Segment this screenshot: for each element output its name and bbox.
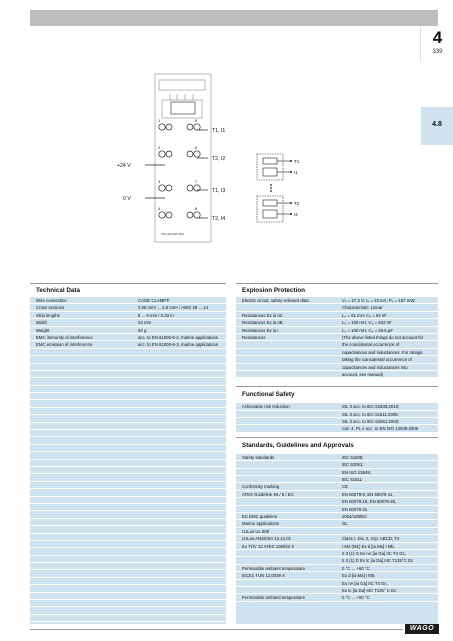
row-key <box>242 349 342 355</box>
table-row <box>236 528 438 535</box>
table-row <box>236 461 438 468</box>
row-key: Safety standards <box>242 454 275 460</box>
table-row <box>236 550 438 557</box>
row-key: Conformity marking <box>242 484 280 490</box>
empty-row <box>30 378 226 385</box>
terminal-5: 5 <box>195 118 198 123</box>
row-key <box>242 469 342 475</box>
label-0v: 0 V <box>123 196 131 202</box>
standards-table <box>236 454 438 602</box>
row-value: II 3 (1) G Ex nA [ia Ga] IIC T4 Gc, <box>342 550 406 556</box>
row-key: IECEx TUN 12.0039 X <box>242 573 285 579</box>
row-value: Class I, Div. 2, Grp. ABCD, T4 <box>342 536 400 542</box>
row-value: CE <box>342 484 348 490</box>
terminal-6: 6 <box>195 145 198 150</box>
table-row <box>236 371 438 378</box>
section-tab[interactable] <box>421 107 453 145</box>
table-row <box>30 297 226 304</box>
row-key: Cross sections <box>36 305 65 311</box>
row-value: II 3 (1) D Ex tc [ia Da] IIIC T135°C Dc <box>342 558 414 564</box>
label-t1-i3: T1, I3 <box>212 188 226 194</box>
table-row <box>30 327 226 334</box>
table-row <box>236 454 438 461</box>
empty-row <box>30 541 226 548</box>
row-value: L₀ = 100 mH; C₀ = 532 nF <box>342 320 392 326</box>
empty-row <box>30 437 226 444</box>
page-number: 339 <box>432 49 443 55</box>
terminal-1: 1 <box>158 118 161 123</box>
empty-row <box>30 482 226 489</box>
row-key: Resistances Ex ia IIB <box>242 320 283 326</box>
table-row <box>30 304 226 311</box>
row-value: capacitances and inductances into <box>342 364 408 370</box>
row-value: acc. to EN 61000-6-3, marine applications <box>138 342 219 348</box>
empty-row <box>30 356 226 363</box>
row-value: IEC 61511 <box>342 477 362 483</box>
empty-row <box>30 445 226 452</box>
row-key: Ex TÜV 12 ATEX 106032 X <box>242 543 295 549</box>
row-value: L₀ = 61 mH; C₀ = 64 nF <box>342 312 387 318</box>
empty-row <box>30 423 226 430</box>
row-key <box>242 580 342 586</box>
row-key: cULus ANSI/ISA 12.12.01 <box>242 536 291 542</box>
row-key <box>242 550 342 556</box>
terminal-4: 4 <box>158 206 161 211</box>
explosion-table <box>236 297 438 378</box>
row-key: Weight <box>36 327 50 333</box>
row-value: (The above listed things do not account for <box>342 334 424 340</box>
row-key: Permissible ambient temperature <box>242 595 306 601</box>
row-key <box>242 506 342 512</box>
wago-logo: WAGO <box>405 624 439 634</box>
row-value: taking the coincidental occurrence of <box>342 357 412 363</box>
table-row <box>236 483 438 490</box>
row-value: EN 60079-31 <box>342 506 368 512</box>
row-key <box>242 304 342 310</box>
row-value: EN 60079-15, EN 60079-26, <box>342 499 397 505</box>
table-row <box>236 506 438 513</box>
table-row <box>236 498 438 505</box>
row-key: Resistances Ex ia IIC <box>242 312 283 318</box>
empty-row <box>30 364 226 371</box>
row-value: 24 mm <box>138 320 152 326</box>
technical-data-title: Technical Data <box>30 283 226 297</box>
row-value: 92 g <box>138 327 147 333</box>
row-value: acc. to EN 61000-6-2, marine applications <box>138 334 219 340</box>
empty-row <box>30 408 226 415</box>
table-row <box>236 304 438 311</box>
explosion-protection-title: Explosion Protection <box>236 283 438 297</box>
label-t1-i1: T1, I1 <box>212 128 226 134</box>
row-value: I M2 (M1) Ex d [ia Ma] I Mb, <box>342 543 396 549</box>
table-row <box>236 327 438 334</box>
row-value: GL <box>342 521 348 527</box>
empty-row <box>30 452 226 459</box>
row-key <box>242 418 342 424</box>
row-key <box>242 587 342 593</box>
table-row <box>236 403 438 410</box>
footer-rule <box>30 629 403 630</box>
block-diagram <box>255 150 315 230</box>
table-row <box>30 341 226 348</box>
empty-row <box>30 534 226 541</box>
section-tab-label: 4.8 <box>432 121 442 128</box>
empty-row <box>30 497 226 504</box>
table-row <box>30 334 226 341</box>
empty-row <box>30 519 226 526</box>
row-key <box>242 425 342 431</box>
row-value: the coincidental occurrence of <box>342 342 400 348</box>
table-row <box>236 319 438 326</box>
row-value: 0 °C ... +60 °C <box>342 565 370 571</box>
row-value: IEC 62061; <box>342 462 364 468</box>
table-row <box>236 418 438 425</box>
empty-row <box>30 400 226 407</box>
empty-row <box>30 371 226 378</box>
row-key: EC EMC guideline <box>242 513 278 519</box>
label-t2-i4: T2, I4 <box>212 216 226 222</box>
row-key: EMC emission of interference <box>36 342 93 348</box>
block-label-t2: T2 <box>294 201 300 206</box>
empty-row <box>30 570 226 577</box>
chapter-number: 4 <box>432 28 443 47</box>
empty-row <box>30 460 226 467</box>
row-value: Ex tc [ia Da] IIIC T135° C Dc <box>342 587 397 593</box>
empty-row <box>30 467 226 474</box>
row-key: Electric circuit, safety-relevant data <box>242 298 309 303</box>
table-row <box>236 557 438 564</box>
empty-row <box>30 607 226 614</box>
empty-row <box>30 430 226 437</box>
empty-row <box>30 548 226 555</box>
table-row <box>236 297 438 304</box>
table-row <box>236 594 438 601</box>
table-row <box>236 572 438 579</box>
table-row <box>236 565 438 572</box>
table-row <box>236 513 438 520</box>
label-t2-i2: T2, I2 <box>212 156 226 162</box>
terminal-2: 2 <box>158 145 161 150</box>
table-row <box>236 356 438 363</box>
table-row <box>236 349 438 356</box>
row-key: Resistances Ex ia I <box>242 327 279 333</box>
table-row <box>236 341 438 348</box>
block-label-i4: I4 <box>294 212 298 217</box>
row-key <box>242 461 342 467</box>
row-key <box>242 476 342 482</box>
table-row <box>236 543 438 550</box>
row-value: 2004/108/EC <box>342 513 368 519</box>
row-key: Achievable risk reduction <box>242 404 290 410</box>
terminal-8: 8 <box>195 206 198 211</box>
empty-row <box>30 504 226 511</box>
row-value: CAGE CLAMP® <box>138 298 170 303</box>
table-row <box>236 334 438 341</box>
empty-row <box>30 593 226 600</box>
technical-data-table <box>30 297 226 622</box>
row-value: 0.08 mm² ... 2.5 mm² / AWG 28 ... 14 <box>138 305 209 311</box>
row-key: cULus UL 508 <box>242 528 270 534</box>
standards-title: Standards, Guidelines and Approvals <box>236 437 438 454</box>
row-value: 8 ... 9 mm / 0.33 in <box>138 312 174 318</box>
table-row <box>30 312 226 319</box>
row-value: account, see manual) <box>342 371 384 377</box>
row-value: L₀ = 100 mH; C₀ = 29.5 µF <box>342 327 393 333</box>
row-key <box>242 341 342 347</box>
terminal-7: 7 <box>195 179 198 184</box>
empty-row <box>30 474 226 481</box>
table-row <box>236 425 438 432</box>
empty-row <box>30 349 226 356</box>
chapter-tab <box>420 27 453 61</box>
part-code: 750-442/005-000 <box>161 232 184 236</box>
empty-row <box>30 526 226 533</box>
row-value: Cat. 4, PL e acc. to EN ISO 13849:2008 <box>342 426 419 432</box>
explosion-protection-panel <box>236 283 438 624</box>
row-value: EN ISO 13849; <box>342 469 371 475</box>
row-value: SIL 3 acc. to IEC 61511:2005; <box>342 411 399 417</box>
row-key <box>242 364 342 370</box>
row-key <box>242 371 342 377</box>
row-key: Permissible ambient temperature <box>242 565 306 571</box>
functional-safety-title: Functional Safety <box>236 386 438 403</box>
table-row <box>236 580 438 587</box>
row-key: Strip lengths <box>36 312 60 318</box>
table-row <box>236 312 438 319</box>
empty-row <box>30 489 226 496</box>
row-key <box>242 356 342 362</box>
table-row <box>30 319 226 326</box>
empty-row <box>30 393 226 400</box>
row-key <box>242 411 342 417</box>
row-key: ATEX Guideline 94 / 9 / EC <box>242 491 294 497</box>
row-value: V₀ = 27.3 V; I₀ = 23 mA; P₀ = 157 mW; <box>342 298 416 303</box>
row-key: Marine applications <box>242 521 280 527</box>
header-bar <box>30 10 438 26</box>
table-row <box>236 520 438 527</box>
row-value: EN 60079-0, EN 60079-11, <box>342 491 394 497</box>
table-row <box>236 476 438 483</box>
row-value: Ex d [ia Ma] I Mb, <box>342 573 376 579</box>
empty-row <box>30 578 226 585</box>
empty-row <box>30 556 226 563</box>
table-row <box>236 587 438 594</box>
technical-data-panel <box>30 283 226 624</box>
label-24v: +24 V <box>117 163 131 169</box>
row-value: capacitances and inductances. For ratings <box>342 349 423 355</box>
empty-row <box>30 600 226 607</box>
table-row <box>236 535 438 542</box>
row-value: Characteristic: Linear <box>342 305 383 311</box>
empty-row <box>30 415 226 422</box>
row-value: SIL 3 acc. to IEC 62061:2005; <box>342 419 400 425</box>
row-value: SIL 3 acc. to IEC 61508:2010; <box>342 404 400 410</box>
row-key: Wire connection <box>36 298 67 303</box>
row-key <box>242 557 342 563</box>
table-row <box>236 364 438 371</box>
row-key: EMC immunity of interference <box>36 334 93 340</box>
block-label-i1: I1 <box>294 170 298 175</box>
table-row <box>236 411 438 418</box>
table-row <box>236 469 438 476</box>
empty-row <box>30 615 226 622</box>
row-value: 0 °C ... +60 °C <box>342 595 370 601</box>
row-value: Ex nA [ia Ga] IIC T4 Gc, <box>342 580 388 586</box>
block-label-t1: T1 <box>294 159 300 164</box>
row-key: Resistances <box>242 334 266 340</box>
row-key <box>242 498 342 504</box>
functional-safety-table <box>236 403 438 433</box>
empty-row <box>30 386 226 393</box>
row-value: IEC 61508; <box>342 454 364 460</box>
empty-row <box>30 563 226 570</box>
empty-row <box>30 585 226 592</box>
row-key: Width <box>36 320 47 326</box>
empty-row <box>30 511 226 518</box>
table-row <box>236 491 438 498</box>
terminal-3: 3 <box>158 179 161 184</box>
